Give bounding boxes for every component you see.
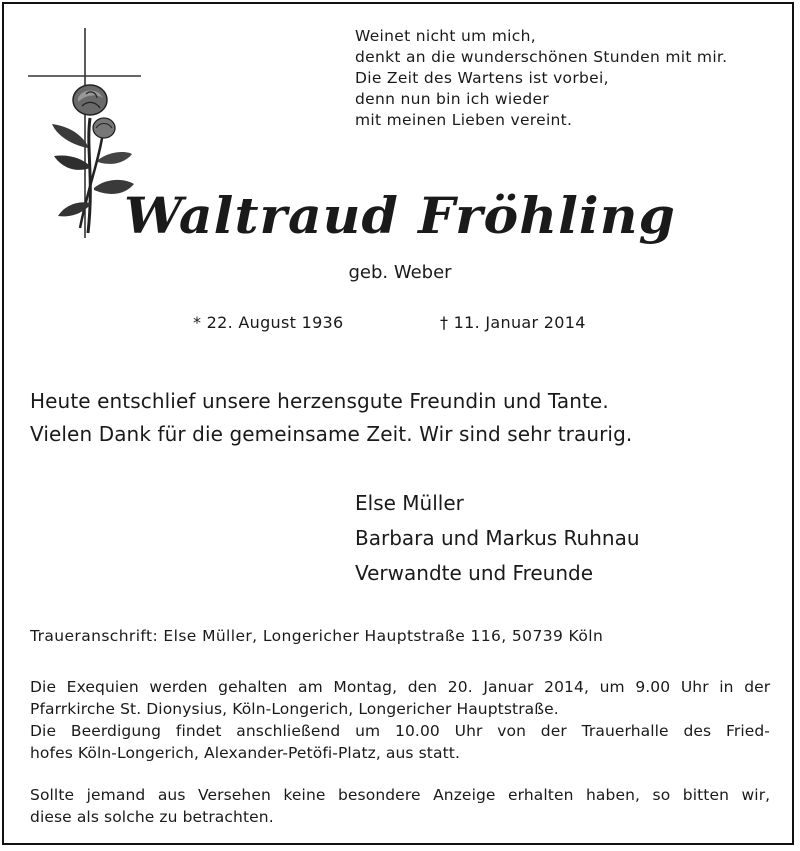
signer: Barbara und Markus Ruhnau (355, 526, 640, 550)
poem-line: denn nun bin ich wieder (355, 90, 549, 108)
poem-line: mit meinen Lieben vereint. (355, 111, 573, 129)
mourning-address: Traueranschrift: Else Müller, Longericher Hauptstraße 116, 50739 Köln (30, 627, 604, 645)
signers (355, 486, 640, 591)
mourning-message (30, 385, 632, 451)
funeral-line: Die Exequien werden gehalten am Montag, den 20. Januar 2014, um 9.00 Uhr in der (30, 678, 771, 696)
signer: Verwandte und Freunde (355, 561, 594, 585)
message-line: Heute entschlief unsere herzensgute Freundin und Tante. (30, 389, 609, 413)
poem (355, 26, 785, 131)
death-date: † 11. Januar 2014 (440, 313, 586, 332)
poem-line: denkt an die wunderschönen Stunden mit mir. (355, 48, 728, 66)
closing-line: diese als solche zu betrachten. (30, 808, 274, 826)
message-line: Vielen Dank für die gemeinsame Zeit. Wir sind sehr traurig. (30, 422, 633, 446)
signer: Else Müller (355, 491, 464, 515)
closing-note (30, 784, 770, 828)
deceased-name: Waltraud Fröhling (124, 186, 676, 245)
funeral-line: hofes Köln-Longerich, Alexander-Petöfi-Platz, aus statt. (30, 744, 460, 762)
poem-line: Weinet nicht um mich, (355, 27, 536, 45)
funeral-line: Die Beerdigung findet anschließend um 10.00 Uhr von der Trauerhalle des Fried- (30, 722, 770, 740)
funeral-details (30, 676, 770, 764)
maiden-name: geb. Weber (348, 262, 452, 283)
birth-date: * 22. August 1936 (193, 313, 344, 332)
poem-line: Die Zeit des Wartens ist vorbei, (355, 69, 609, 87)
funeral-line: Pfarrkirche St. Dionysius, Köln-Longerich, Longericher Hauptstraße. (30, 700, 559, 718)
closing-line: Sollte jemand aus Versehen keine besondere Anzeige erhalten haben, so bitten wir, (30, 786, 771, 804)
